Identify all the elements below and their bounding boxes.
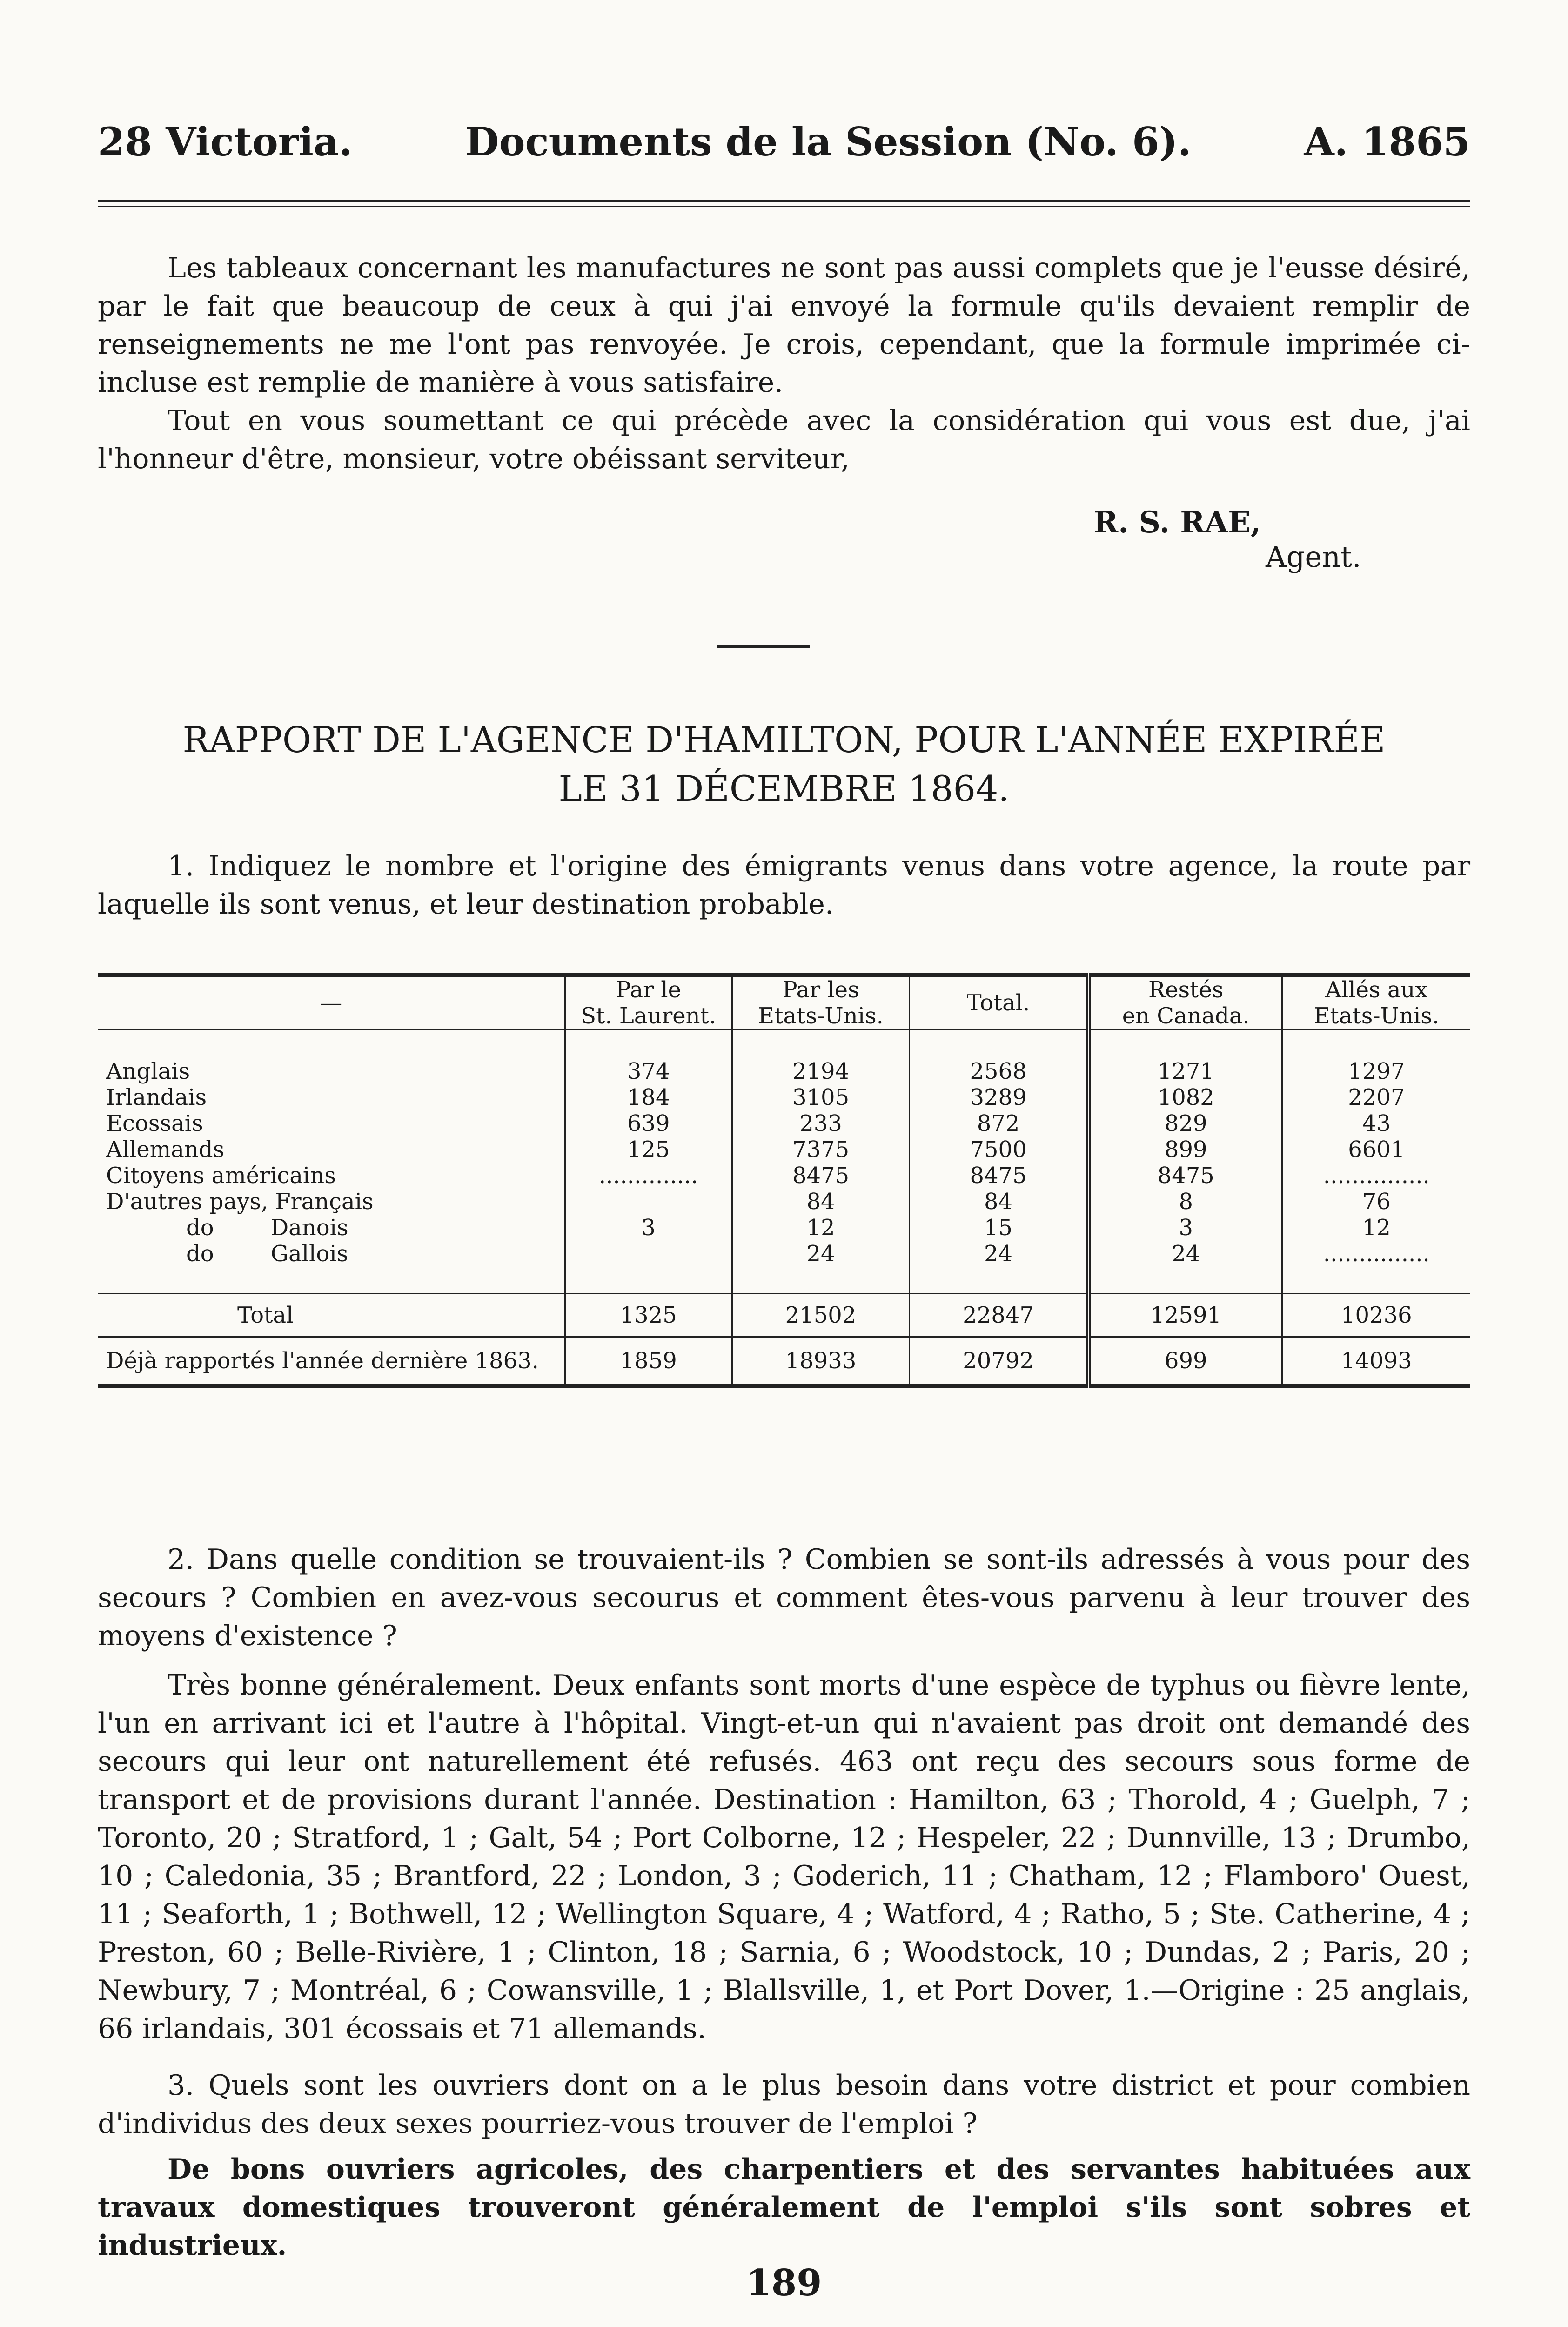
cell-etatsunis: 3105 [732, 1084, 910, 1110]
header-etatsunis-b: Etats-Unis. [732, 1003, 910, 1030]
row-label: Irlandais [106, 1084, 207, 1110]
total-total: 22847 [910, 1294, 1089, 1337]
header-canada-b: en Canada. [1088, 1003, 1282, 1030]
table-row [98, 1058, 1470, 1084]
cell-stlaurent: 184 [565, 1084, 732, 1110]
emigrants-table [98, 973, 1470, 1388]
cell-etatsunis: 84 [732, 1189, 910, 1215]
cell-total: 84 [910, 1189, 1089, 1215]
cell-usa: 43 [1282, 1110, 1470, 1137]
previous-usa: 14093 [1282, 1337, 1470, 1386]
answer-3: De bons ouvriers agricoles, des charpentiers et des servantes habituées aux travaux domestiques trouveront généralement de l'emploi s'ils sont sobres et industrieux. [98, 2153, 1470, 2262]
cell-usa: 76 [1282, 1189, 1470, 1215]
cell-stlaurent [565, 1189, 732, 1215]
header-stlaurent-a: Par le [565, 975, 732, 1003]
header-year: A. 1865 [1304, 119, 1470, 165]
table-row [98, 1189, 1470, 1215]
cell-etatsunis: 2194 [732, 1058, 910, 1084]
cell-total: 8475 [910, 1163, 1089, 1189]
cell-canada: 8475 [1088, 1163, 1282, 1189]
cell-total: 3289 [910, 1084, 1089, 1110]
table-total-row [98, 1294, 1470, 1337]
header-rule [98, 200, 1470, 207]
cell-canada: 24 [1088, 1241, 1282, 1267]
total-stlaurent: 1325 [565, 1294, 732, 1337]
cell-stlaurent: 639 [565, 1110, 732, 1137]
cell-canada: 1271 [1088, 1058, 1282, 1084]
previous-canada: 699 [1088, 1337, 1282, 1386]
header-usa-b: Etats-Unis. [1282, 1003, 1470, 1030]
row-label: Anglais [106, 1058, 190, 1084]
question-3: 3. Quels sont les ouvriers dont on a le plus besoin dans votre district et pour combien d'individus des deux sexes pourriez-vous trouver de l'emploi ? [98, 2069, 1470, 2140]
total-canada: 12591 [1088, 1294, 1282, 1337]
page-number: 189 [746, 2262, 822, 2304]
row-label: do Gallois [186, 1241, 348, 1267]
cell-canada: 1082 [1088, 1084, 1282, 1110]
running-header [98, 119, 1470, 165]
cell-total: 2568 [910, 1058, 1089, 1084]
cell-etatsunis: 233 [732, 1110, 910, 1137]
signature-name: R. S. RAE, [1093, 505, 1261, 540]
previous-total: 20792 [910, 1337, 1089, 1386]
header-canada-a: Restés [1088, 975, 1282, 1003]
cell-total: 7500 [910, 1137, 1089, 1163]
previous-label: Déjà rapportés l'année dernière 1863. [98, 1337, 565, 1386]
table-row [98, 1110, 1470, 1137]
intro-paragraph-2: Tout en vous soumettant ce qui précède avec la considération qui vous est due, j'ai l'honneur d'être, monsieur, votre obéissant serviteur, [98, 404, 1470, 475]
row-label: Allemands [106, 1137, 225, 1163]
cell-canada: 8 [1088, 1189, 1282, 1215]
question-2: 2. Dans quelle condition se trouvaient-ils ? Combien se sont-ils adressés à vous pour des secours ? Combien en avez-vous secourus et comment êtes-vous parvenu à leur trouver des moyens d'existence ? [98, 1543, 1470, 1652]
cell-usa: 2207 [1282, 1084, 1470, 1110]
previous-etatsunis: 18933 [732, 1337, 910, 1386]
header-title: Documents de la Session (No. 6). [465, 119, 1192, 165]
report-title-line-2: LE 31 DÉCEMBRE 1864. [558, 768, 1010, 809]
total-usa: 10236 [1282, 1294, 1470, 1337]
header-usa-a: Allés aux [1282, 975, 1470, 1003]
cell-etatsunis: 8475 [732, 1163, 910, 1189]
table-row [98, 1137, 1470, 1163]
table-previous-year-row [98, 1337, 1470, 1386]
cell-usa: 12 [1282, 1215, 1470, 1241]
cell-total: 24 [910, 1241, 1089, 1267]
row-label: D'autres pays, Français [106, 1189, 374, 1215]
cell-usa: 1297 [1282, 1058, 1470, 1084]
cell-canada: 829 [1088, 1110, 1282, 1137]
cell-etatsunis: 7375 [732, 1137, 910, 1163]
question-1: 1. Indiquez le nombre et l'origine des émigrants venus dans votre agence, la route par laquelle ils sont venus, et leur destination probable. [98, 850, 1470, 921]
header-volume: 28 Victoria. [98, 119, 353, 165]
table-row [98, 1241, 1470, 1267]
cell-total: 15 [910, 1215, 1089, 1241]
table-header-row-1 [98, 975, 1470, 1003]
table-row [98, 1163, 1470, 1189]
cell-stlaurent: 3 [565, 1215, 732, 1241]
cell-usa: ............... [1282, 1163, 1470, 1189]
previous-stlaurent: 1859 [565, 1337, 732, 1386]
intro-paragraph-1: Les tableaux concernant les manufactures ne sont pas aussi complets que je l'eusse désiré, par le fait que beaucoup de ceux à qui j'ai envoyé la formule qu'ils devaient remplir de renseignements ne me l'ont pas renvoyée. Je crois, cependant, que la formule imprimée ci-incluse est remplie de manière à vous satisfaire. [98, 252, 1470, 399]
table-spacer-row [98, 1030, 1470, 1059]
cell-usa: ............... [1282, 1241, 1470, 1267]
cell-stlaurent [565, 1241, 732, 1267]
table-spacer-row [98, 1267, 1470, 1294]
cell-canada: 899 [1088, 1137, 1282, 1163]
header-stlaurent-b: St. Laurent. [565, 1003, 732, 1030]
cell-etatsunis: 12 [732, 1215, 910, 1241]
row-label: Ecossais [106, 1110, 203, 1137]
cell-stlaurent: 374 [565, 1058, 732, 1084]
table-row [98, 1215, 1470, 1241]
cell-canada: 3 [1088, 1215, 1282, 1241]
row-label: Citoyens américains [106, 1163, 336, 1189]
header-total: Total. [910, 975, 1089, 1030]
report-title-line-1: RAPPORT DE L'AGENCE D'HAMILTON, POUR L'ANNÉE EXPIRÉE [182, 719, 1386, 760]
cell-stlaurent: .............. [565, 1163, 732, 1189]
total-label: Total [98, 1294, 565, 1337]
table-row [98, 1084, 1470, 1110]
cell-etatsunis: 24 [732, 1241, 910, 1267]
row-label: do Danois [186, 1215, 348, 1241]
table-corner: — [320, 990, 342, 1016]
total-etatsunis: 21502 [732, 1294, 910, 1337]
section-divider [717, 645, 810, 648]
cell-usa: 6601 [1282, 1137, 1470, 1163]
cell-total: 872 [910, 1110, 1089, 1137]
cell-stlaurent: 125 [565, 1137, 732, 1163]
answer-2: Très bonne généralement. Deux enfants sont morts d'une espèce de typhus ou fièvre lente, l'un en arrivant ici et l'autre à l'hôpital. Vingt-et-un qui n'avaient pas droit ont demandé des secours qui leur ont naturellement été refusés. 463 ont reçu des secours sous forme de transport et de provisions durant l'année. Destination : Hamilton, 63 ; Thorold, 4 ; Guelph, 7 ; Toronto, 20 ; Stratford, 1 ; Galt, 54 ; Port Colborne, 12 ; Hespeler, 22 ; Dunnville, 13 ; Drumbo, 10 ; Caledonia, 35 ; Brantford, 22 ; London, 3 ; Goderich, 11 ; Chatham, 12 ; Flamboro' Ouest, 11 ; Seaforth, 1 ; Bothwell, 12 ; Wellington Square, 4 ; Watford, 4 ; Ratho, 5 ; Ste. Catherine, 4 ; Preston, 60 ; Belle-Rivière, 1 ; Clinton, 18 ; Sarnia, 6 ; Woodstock, 10 ; Dundas, 2 ; Paris, 20 ; Newbury, 7 ; Montréal, 6 ; Cowansville, 1 ; Blallsville, 1, et Port Dover, 1.—Origine : 25 anglais, 66 irlandais, 301 écossais et 71 allemands. [98, 1669, 1470, 2045]
header-etatsunis-a: Par les [732, 975, 910, 1003]
signature-role: Agent. [1266, 540, 1361, 574]
